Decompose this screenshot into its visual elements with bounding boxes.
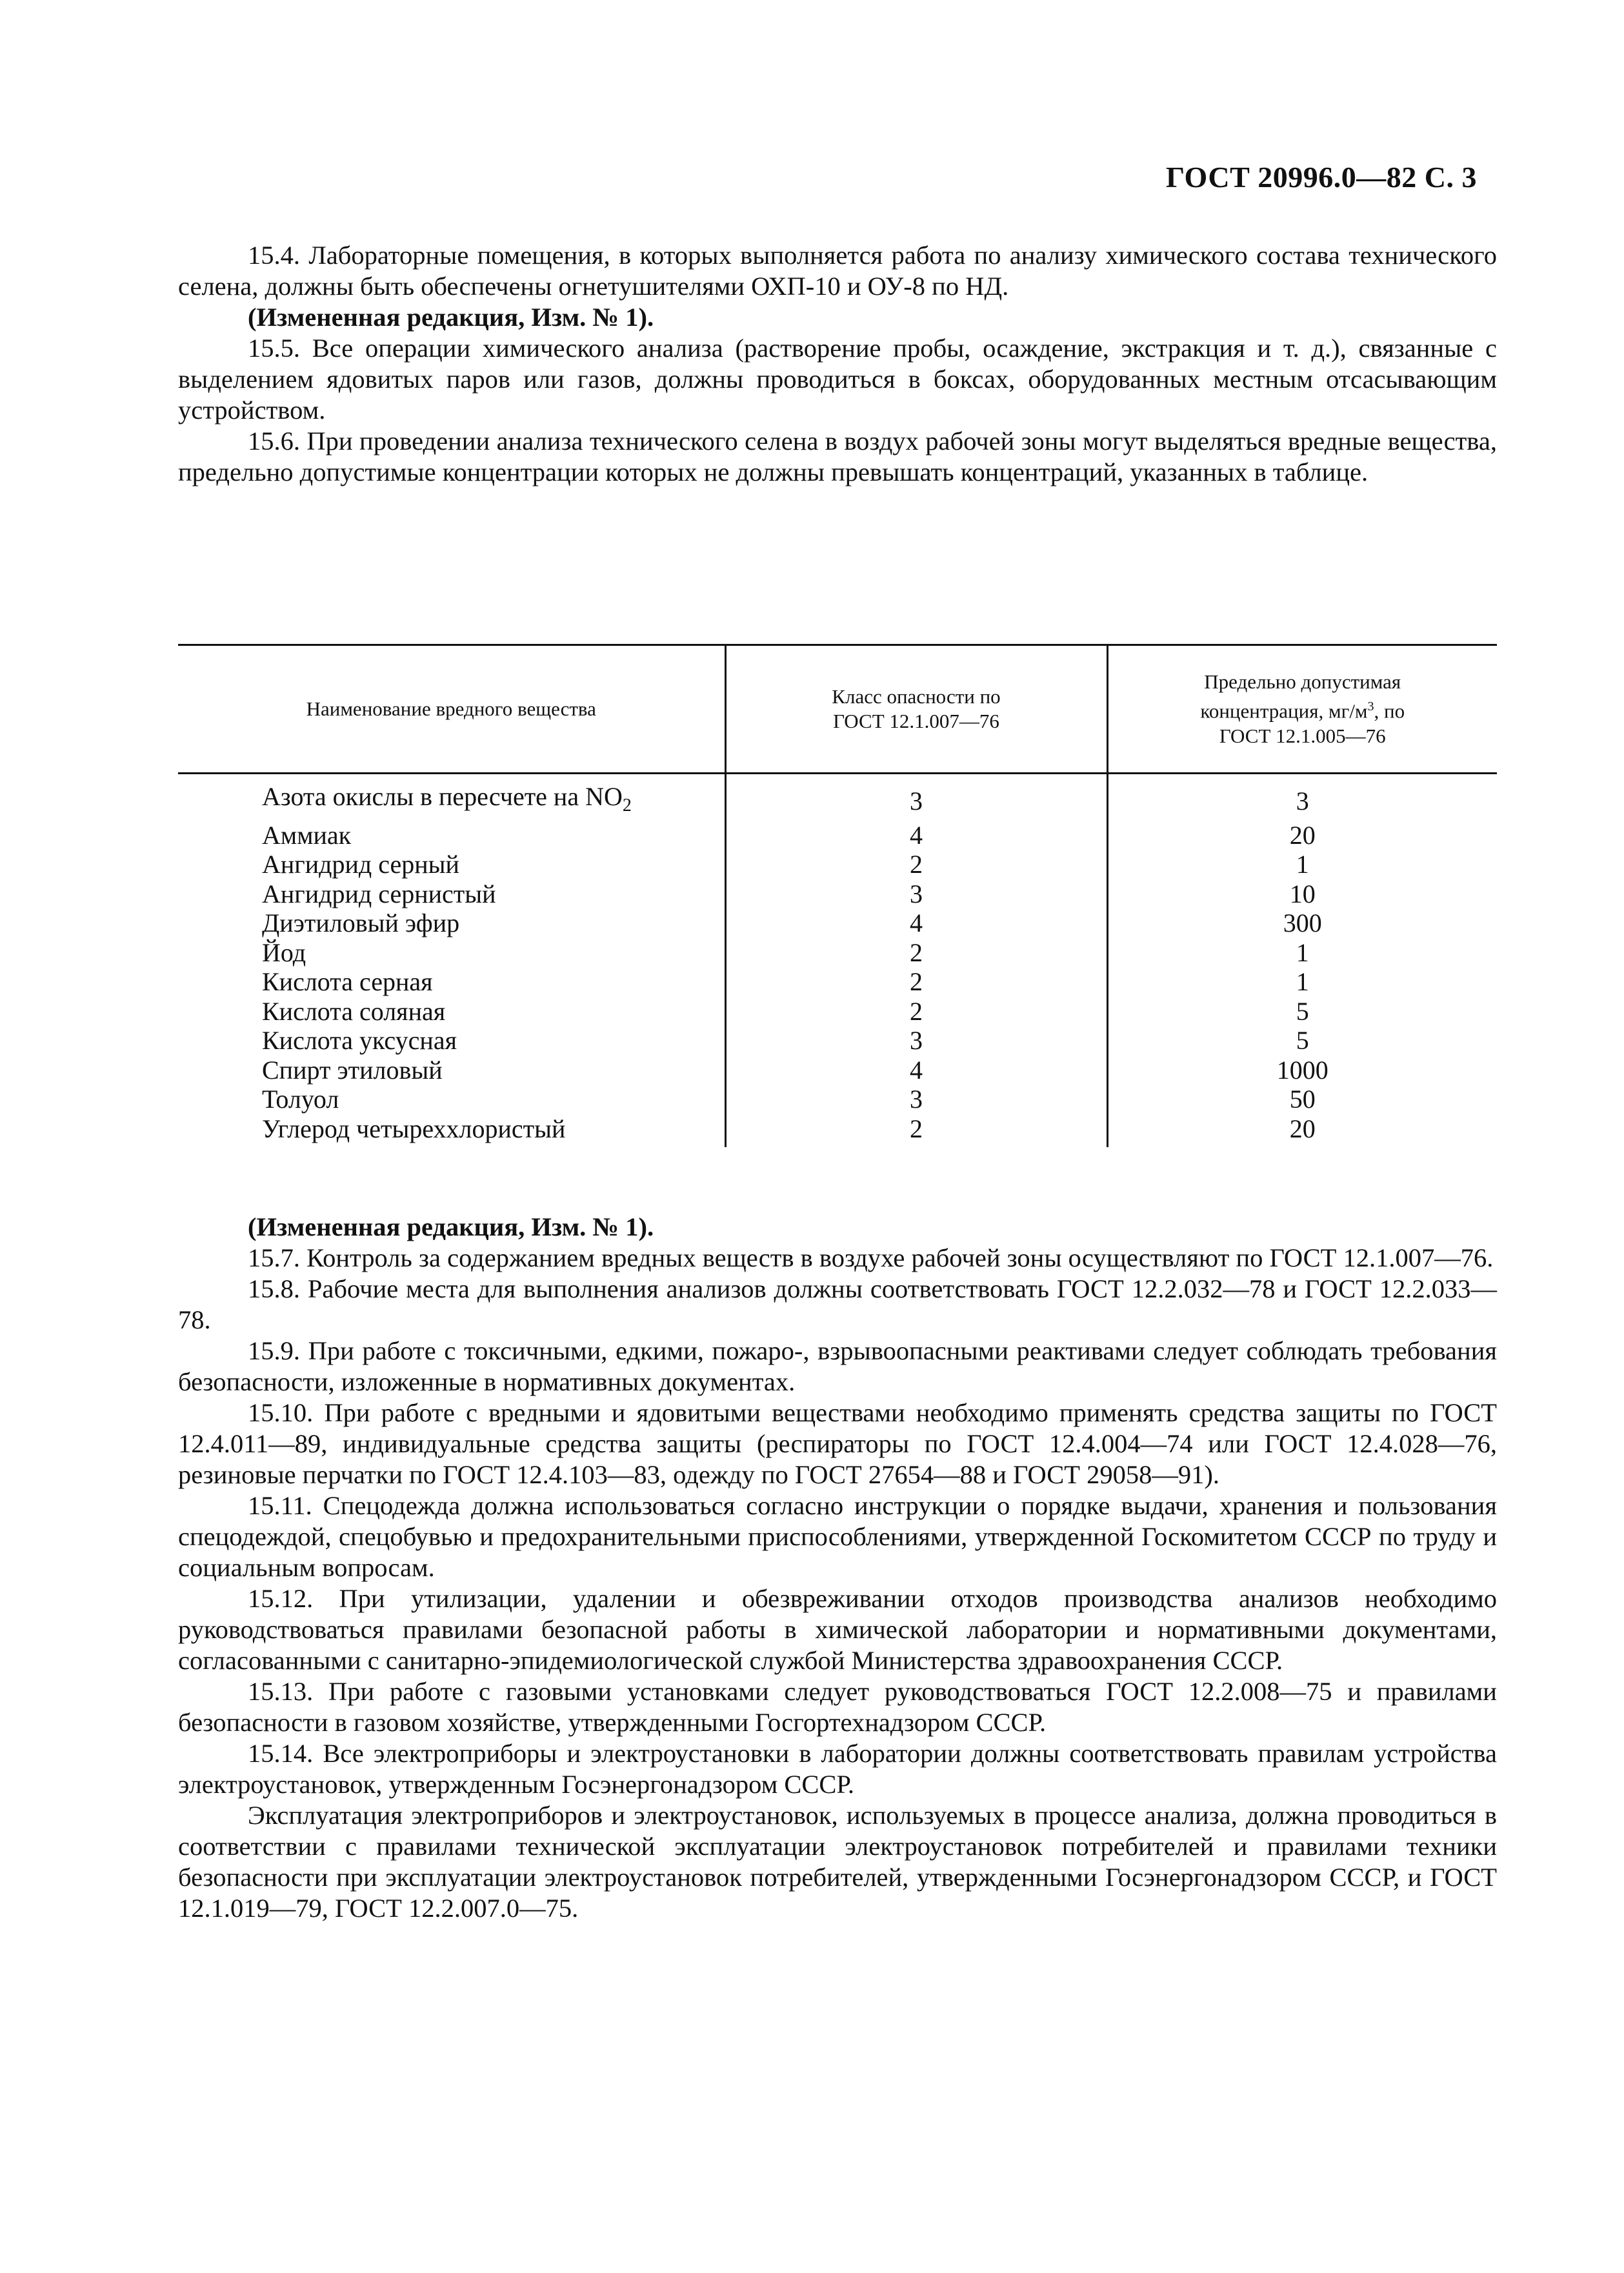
table-row xyxy=(178,967,1497,997)
pdk-value: 3 xyxy=(1107,774,1497,821)
table-row xyxy=(178,774,1497,821)
pdk-value: 1 xyxy=(1107,938,1497,968)
paragraph-15-12: 15.12. При утилизации, удалении и обезвреживании отходов производства анализов необходимо руководствоваться правилами безопасной работы в химической лаборатории и нормативными документами, согласованными с санитарно-эпидемиологической службой Министерства здравоохранения СССР. xyxy=(178,1584,1497,1675)
col-header-pdk-line1: Предельно допустимая xyxy=(1204,670,1401,694)
pdk-value: 10 xyxy=(1107,879,1497,909)
harmful-substances-table xyxy=(178,644,1497,1147)
hazard-class: 3 xyxy=(725,879,1107,909)
col-header-pdk-line2: концентрация, мг/м xyxy=(1200,699,1368,723)
paragraph-electrical-operation: Эксплуатация электроприборов и электроустановок, используемых в процессе анализа, должна проводиться в соответствии с правилами технической эксплуатации электроустановок потребителей и правилами техники безопасности при эксплуатации электроустановок потребителей, утвержденными Госэнергонадзором СССР, и ГОСТ 12.1.019—79, ГОСТ 12.2.007.0—75. xyxy=(178,1801,1497,1923)
table-row xyxy=(178,879,1497,909)
substance-name: Углерод четыреххлористый xyxy=(262,1114,566,1143)
substance-name: Ангидрид серный xyxy=(262,850,459,879)
paragraph-15-8: 15.8. Рабочие места для выполнения анализов должны соответствовать ГОСТ 12.2.032—78 и ГОСТ 12.2.033—78. xyxy=(178,1274,1497,1334)
substance-name-subscript: 2 xyxy=(622,796,632,816)
substance-name-text: Азота окислы в пересчете на NO xyxy=(262,782,623,811)
pdk-value: 300 xyxy=(1107,908,1497,938)
paragraph-15-10: 15.10. При работе с вредными и ядовитыми веществами необходимо применять средства защиты по ГОСТ 12.4.011—89, индивидуальные средства защиты (респираторы по ГОСТ 12.4.004—74 или ГОСТ 12.4.028—76, резиновые перчатки по ГОСТ 12.4.103—83, одежду по ГОСТ 27654—88 и ГОСТ 29058—91). xyxy=(178,1398,1497,1489)
hazard-class: 2 xyxy=(725,967,1107,997)
substance-name: Диэтиловый эфир xyxy=(262,908,460,937)
substance-name: Кислота серная xyxy=(262,967,433,996)
hazard-class: 4 xyxy=(725,821,1107,850)
table-row xyxy=(178,1026,1497,1056)
paragraph-15-13: 15.13. При работе с газовыми установками следует руководствоваться ГОСТ 12.2.008—75 и правилами безопасности в газовом хозяйстве, утвержденными Госгортехнадзором СССР. xyxy=(178,1677,1497,1737)
substance-name: Спирт этиловый xyxy=(262,1055,443,1085)
table-row xyxy=(178,938,1497,968)
pdk-value: 1 xyxy=(1107,967,1497,997)
table-row xyxy=(178,908,1497,938)
col-header-hazard-class xyxy=(725,645,1107,774)
substance-name: Кислота уксусная xyxy=(262,1026,457,1055)
col-header-hazard-line2: ГОСТ 12.1.007—76 xyxy=(833,710,999,732)
text-block-after-table xyxy=(178,1212,1497,1924)
substance-name: Толуол xyxy=(262,1085,339,1114)
col-header-pdk xyxy=(1107,645,1497,774)
hazard-class: 2 xyxy=(725,938,1107,968)
substance-name xyxy=(178,774,725,821)
paragraph-15-5: 15.5. Все операции химического анализа (растворение пробы, осаждение, экстракция и т. д.), связанные с выделением ядовитых паров или газов, должны проводиться в боксах, оборудованных местным отсасывающим устройством. xyxy=(178,334,1497,425)
pdk-value: 1 xyxy=(1107,850,1497,879)
text-block-before-table xyxy=(178,240,1497,488)
pdk-value: 5 xyxy=(1107,997,1497,1026)
hazard-class: 2 xyxy=(725,1114,1107,1148)
hazard-class: 3 xyxy=(725,774,1107,821)
col-header-substance: Наименование вредного вещества xyxy=(178,645,725,774)
hazard-class: 4 xyxy=(725,908,1107,938)
paragraph-15-9: 15.9. При работе с токсичными, едкими, пожаро-, взрывоопасными реактивами следует соблюдать требования безопасности, изложенные в нормативных документах. xyxy=(178,1336,1497,1396)
substance-name: Кислота соляная xyxy=(262,996,446,1026)
pdk-value: 20 xyxy=(1107,821,1497,850)
paragraph-15-7: 15.7. Контроль за содержанием вредных веществ в воздухе рабочей зоны осуществляют по ГОСТ 12.1.007—76. xyxy=(248,1243,1494,1272)
paragraph-15-4: 15.4. Лабораторные помещения, в которых выполняется работа по анализу химического состава технического селена, должны быть обеспечены огнетушителями ОХП-10 и ОУ-8 по НД. xyxy=(178,241,1497,301)
substance-name: Йод xyxy=(262,937,306,967)
hazard-class: 2 xyxy=(725,850,1107,879)
table-row xyxy=(178,850,1497,879)
hazard-class: 3 xyxy=(725,1026,1107,1056)
table-row xyxy=(178,997,1497,1026)
amendment-note: (Измененная редакция, Изм. № 1). xyxy=(248,303,654,332)
table-row xyxy=(178,1056,1497,1085)
hazard-class: 2 xyxy=(725,997,1107,1026)
amendment-note: (Измененная редакция, Изм. № 1). xyxy=(248,1212,654,1241)
paragraph-15-11: 15.11. Спецодежда должна использоваться согласно инструкции о порядке выдачи, хранения и пользования спецодеждой, спецобувью и предохранительными приспособлениями, утвержденной Госкомитетом СССР по труду и социальным вопросам. xyxy=(178,1491,1497,1582)
substance-name: Ангидрид сернистый xyxy=(262,879,496,908)
hazard-class: 3 xyxy=(725,1085,1107,1114)
page-header: ГОСТ 20996.0—82 С. 3 xyxy=(1165,161,1477,194)
pdk-value: 50 xyxy=(1107,1085,1497,1114)
substance-name: Аммиак xyxy=(262,820,352,850)
hazard-class: 4 xyxy=(725,1056,1107,1085)
table-header-row xyxy=(178,645,1497,774)
pdk-value: 5 xyxy=(1107,1026,1497,1056)
paragraph-15-14: 15.14. Все электроприборы и электроустановки в лаборатории должны соответствовать правилам устройства электроустановок, утвержденным Госэнергонадзором СССР. xyxy=(178,1739,1497,1799)
col-header-pdk-line2-end: , по xyxy=(1374,699,1405,723)
pdk-value: 1000 xyxy=(1107,1056,1497,1085)
col-header-pdk-sup: 3 xyxy=(1367,699,1374,714)
col-header-hazard-line1: Класс опасности по xyxy=(832,685,1001,708)
table-row xyxy=(178,1114,1497,1148)
pdk-value: 20 xyxy=(1107,1114,1497,1148)
table-row xyxy=(178,1085,1497,1114)
table-row xyxy=(178,821,1497,850)
paragraph-15-6: 15.6. При проведении анализа технического селена в воздух рабочей зоны могут выделяться вредные вещества, предельно допустимые концентрации которых не должны превышать концентраций, указанных в таблице. xyxy=(178,426,1497,486)
col-header-pdk-line3: ГОСТ 12.1.005—76 xyxy=(1219,724,1386,747)
